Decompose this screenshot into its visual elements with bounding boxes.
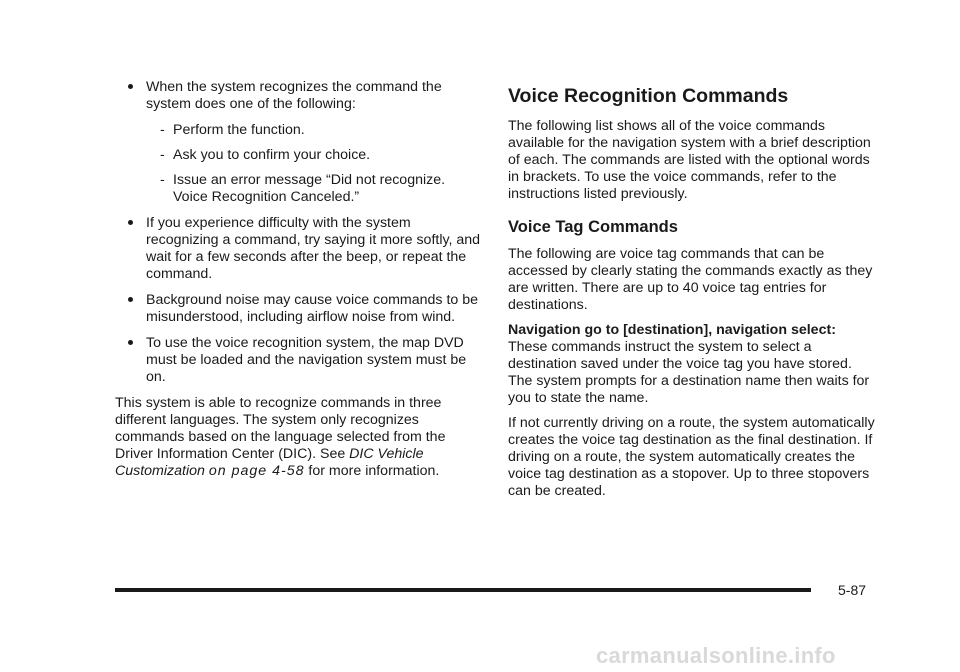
command-label: Navigation go to [destination], navigation select: <box>508 322 836 338</box>
languages-paragraph <box>115 395 483 480</box>
bullet-text: Background noise may cause voice commands to be misunderstood, including airflow noise from wind. <box>146 292 479 325</box>
subsection-heading: Voice Tag Commands <box>508 218 678 236</box>
page-number: 5-87 <box>838 582 867 598</box>
bullet-icon <box>128 340 133 345</box>
dash-icon: - <box>160 147 165 163</box>
command-paragraph <box>508 322 878 407</box>
bullet-text: To use the voice recognition system, the map DVD must be loaded and the navigation system must be on. <box>146 335 467 385</box>
right-column <box>508 84 878 508</box>
bullet-icon <box>128 297 133 302</box>
left-column <box>115 79 483 488</box>
dash-icon: - <box>160 172 165 188</box>
watermark: carmanualsonline.info <box>596 643 836 668</box>
bullet-text: If you experience difficulty with the system recognizing a command, try saying it more softly, and wait for a few seconds after the beep, or repeat the command. <box>146 215 481 282</box>
bullet-item <box>115 292 483 326</box>
voice-tag-intro: The following are voice tag commands that can be accessed by clearly stating the commands exactly as they are written. There are up to 40 voice tag entries for destinations. <box>508 246 873 313</box>
section-heading: Voice Recognition Commands <box>508 85 789 107</box>
sub-item-text: Perform the function. <box>173 122 305 138</box>
page-reference-link[interactable]: on page 4-58 <box>208 463 305 479</box>
bullet-item <box>115 79 483 113</box>
sub-item <box>115 172 483 206</box>
paragraph-tail: for more information. <box>304 463 440 479</box>
sub-item-text: Issue an error message “Did not recognize. Voice Recognition Canceled.” <box>173 172 446 205</box>
bullet-item <box>115 215 483 283</box>
bullet-item <box>115 335 483 386</box>
bullet-icon <box>128 220 133 225</box>
sub-item <box>115 122 483 139</box>
intro-paragraph: The following list shows all of the voice commands available for the navigation system with a brief description of each. The commands are listed with the optional words in brackets. To use the voice commands, refer to the instructions listed previously. <box>508 118 871 202</box>
command-description: These commands instruct the system to select a destination saved under the voice tag you have stored. The system prompts for a destination name then waits for you to state the name. <box>508 339 870 406</box>
footer-rule <box>115 588 811 592</box>
dic-customization-link[interactable]: DIC Vehicle Customization <box>115 446 424 479</box>
sub-list <box>115 122 483 206</box>
sub-item-text: Ask you to confirm your choice. <box>173 147 371 163</box>
route-paragraph: If not currently driving on a route, the system automatically creates the voice tag destination as the final destination. If driving on a route, the system automatically creates the voice tag destination as a stopover. Up to three stopovers can be created. <box>508 415 875 499</box>
sub-item <box>115 147 483 164</box>
paragraph-text: This system is able to recognize commands in three different languages. The system only recognizes commands based on the language selected from the Driver Information Center (DIC). See <box>115 395 446 462</box>
bullet-text: When the system recognizes the command the system does one of the following: <box>146 79 442 112</box>
dash-icon: - <box>160 122 165 138</box>
bullet-icon <box>128 84 133 89</box>
